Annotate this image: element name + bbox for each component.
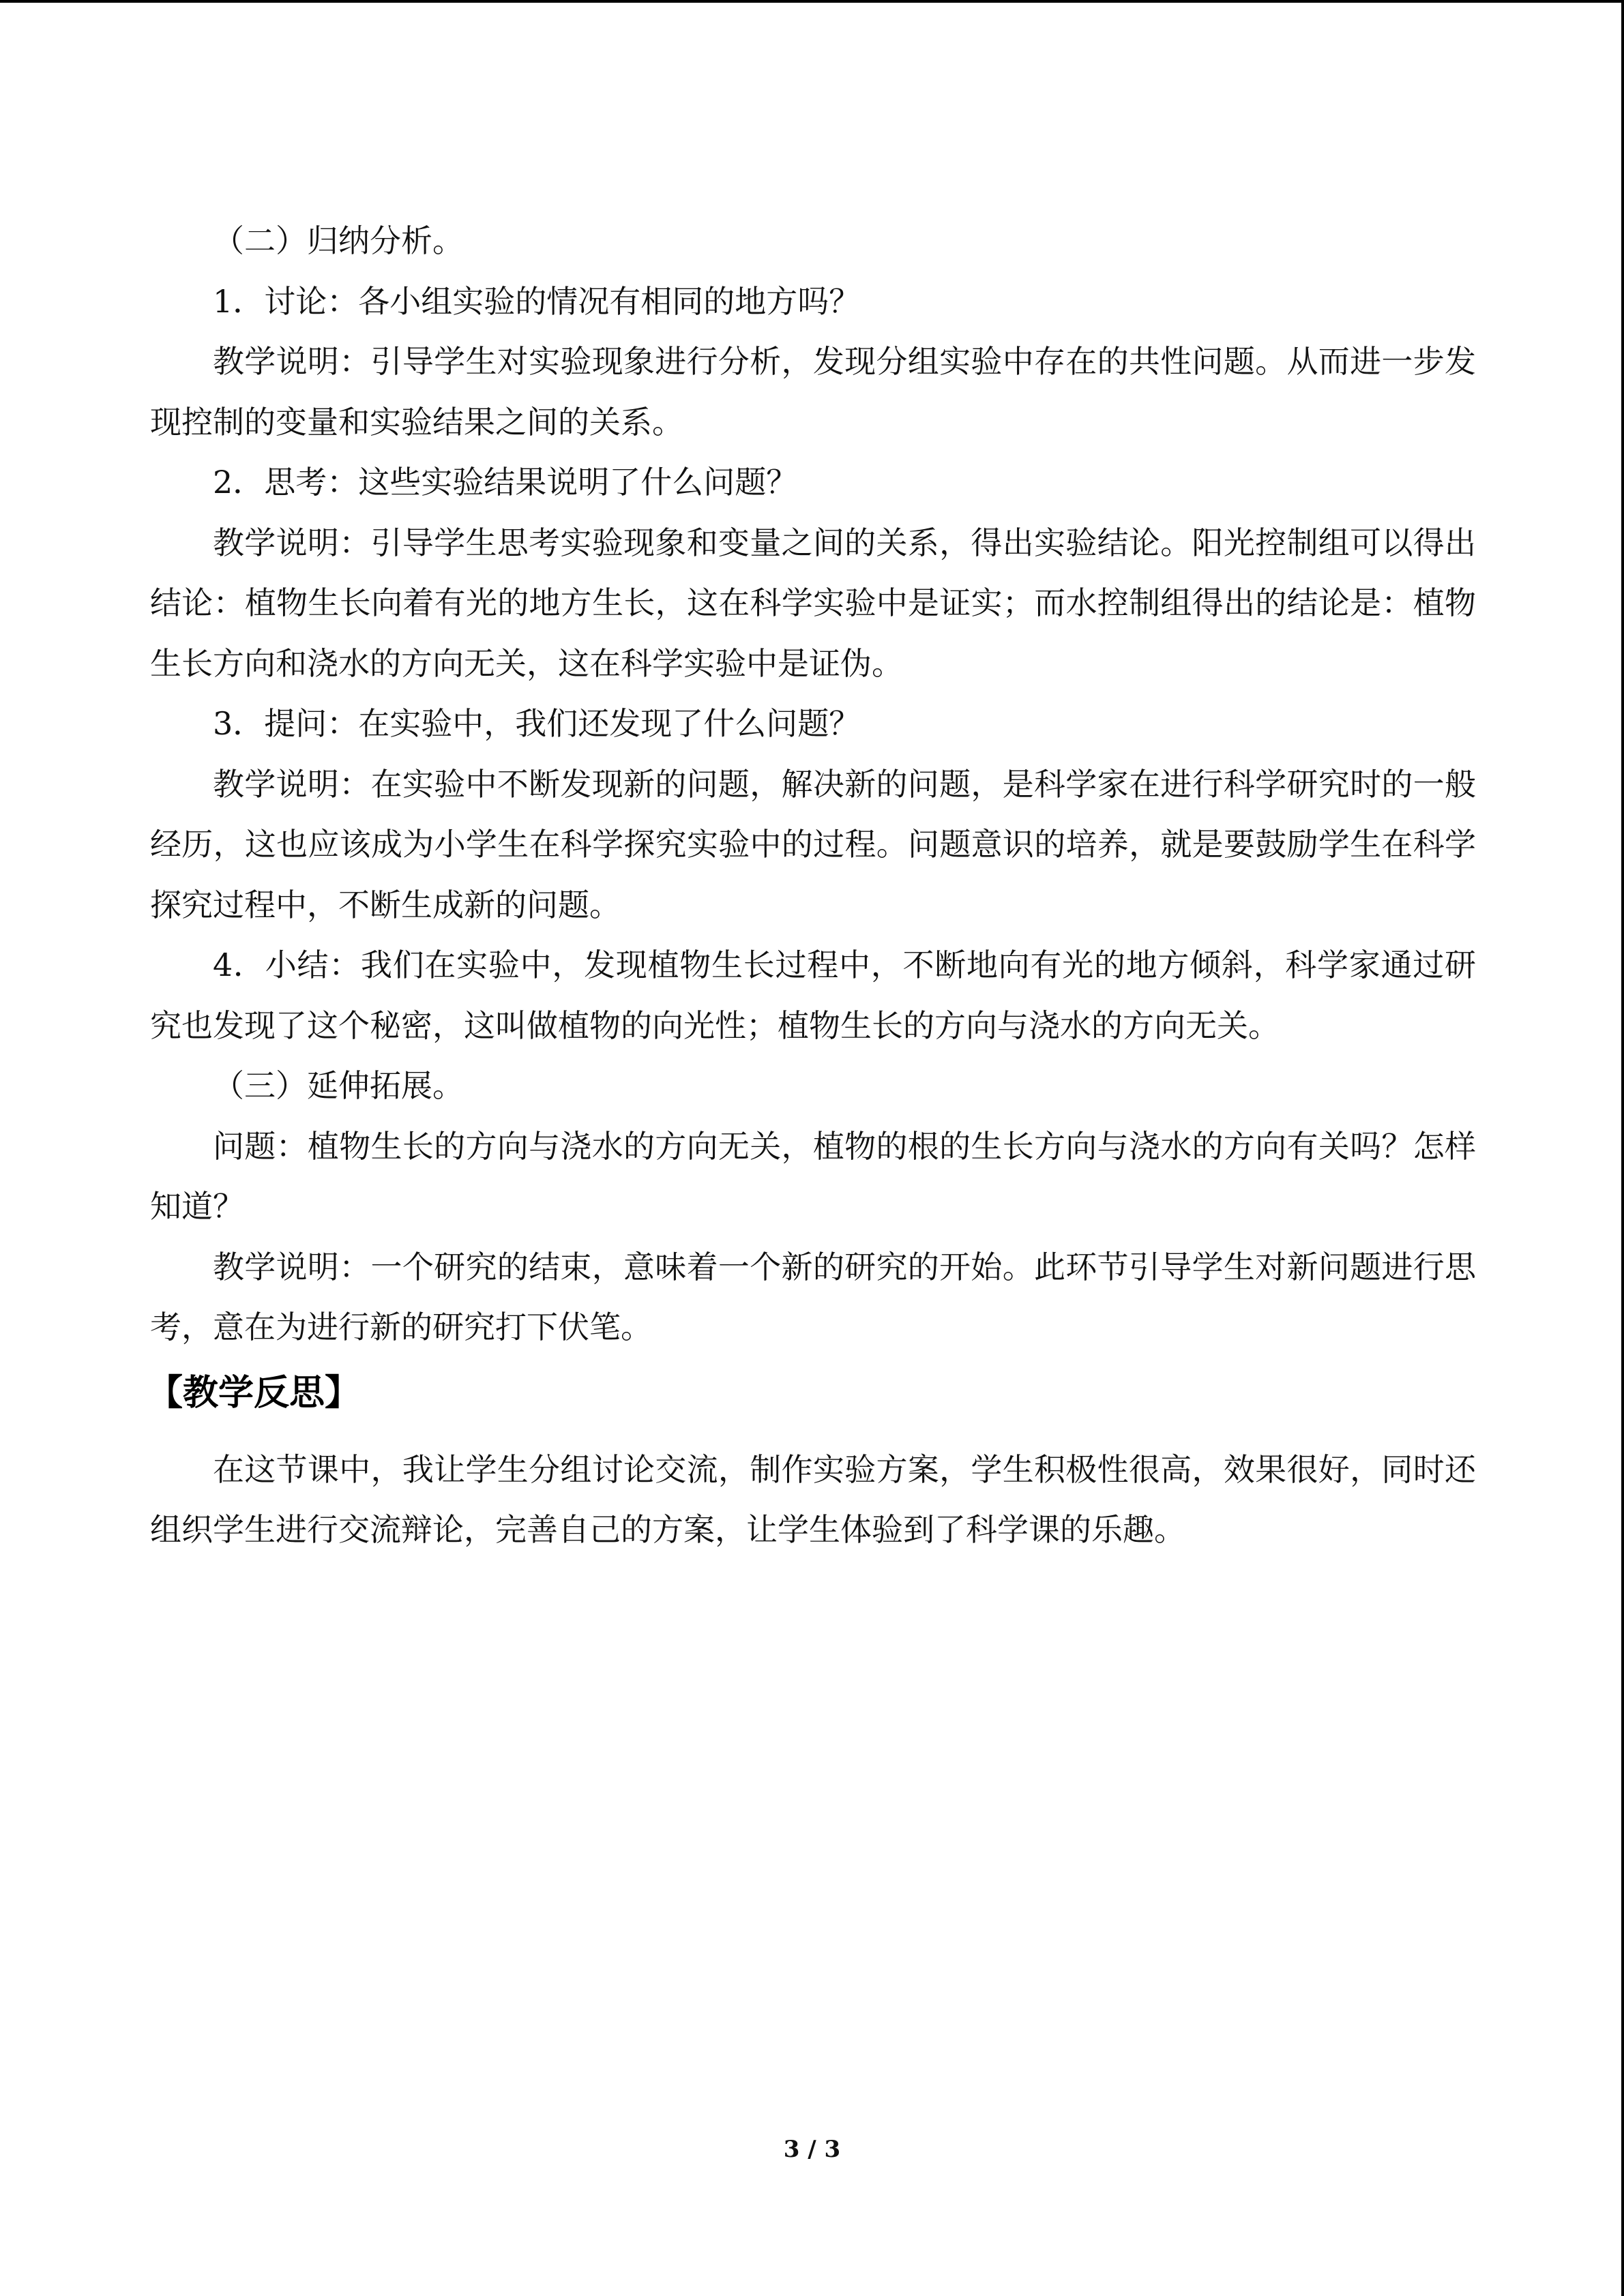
section-heading-extension: （三）延伸拓展。 — [213, 1067, 464, 1104]
paragraph-reflection: 在这节课中，我让学生分组讨论交流，制作实验方案，学生积极性很高，效果很好，同时还组织学生进行交流辩论，完善自己的方案，让学生体验到了科学课的乐趣。 — [150, 1450, 1476, 1548]
paragraph-question: 3．提问：在实验中，我们还发现了什么问题？ — [213, 705, 861, 742]
paragraph-teaching-note-2: 教学说明：引导学生思考实验现象和变量之间的关系，得出实验结论。阳光控制组可以得出结论：植物生长向着有光的地方生长，这在科学实验中是证实；而水控制组得出的结论是：植物生长方向和浇水的方向无关，这在科学实验中是证伪。 — [150, 524, 1476, 682]
page-number: 3 / 3 — [783, 2136, 841, 2163]
paragraph-teaching-note-3: 教学说明：在实验中不断发现新的问题，解决新的问题，是科学家在进行科学研究时的一般经历，这也应该成为小学生在科学探究实验中的过程。问题意识的培养，就是要鼓励学生在科学探究过程中，不断生成新的问题。 — [150, 765, 1476, 923]
section-heading-induction: （二）归纳分析。 — [213, 222, 464, 259]
paragraph-teaching-note-4: 教学说明：一个研究的结束，意味着一个新的研究的开始。此环节引导学生对新问题进行思考，意在为进行新的研究打下伏笔。 — [150, 1248, 1476, 1345]
heading-teaching-reflection: 【教学反思】 — [147, 1372, 361, 1414]
paragraph-extension-question: 问题：植物生长的方向与浇水的方向无关，植物的根的生长方向与浇水的方向有关吗？怎样知道？ — [150, 1127, 1476, 1225]
paragraph-summary: 4．小结：我们在实验中，发现植物生长过程中，不断地向有光的地方倾斜，科学家通过研究也发现了这个秘密，这叫做植物的向光性；植物生长的方向与浇水的方向无关。 — [150, 946, 1476, 1044]
document-body — [147, 211, 1476, 1560]
paragraph-discussion: 1．讨论：各小组实验的情况有相同的地方吗？ — [213, 282, 861, 320]
paragraph-teaching-note-1: 教学说明：引导学生对实验现象进行分析，发现分组实验中存在的共性问题。从而进一步发现控制的变量和实验结果之间的关系。 — [150, 343, 1476, 441]
paragraph-thinking: 2．思考：这些实验结果说明了什么问题？ — [213, 464, 798, 501]
